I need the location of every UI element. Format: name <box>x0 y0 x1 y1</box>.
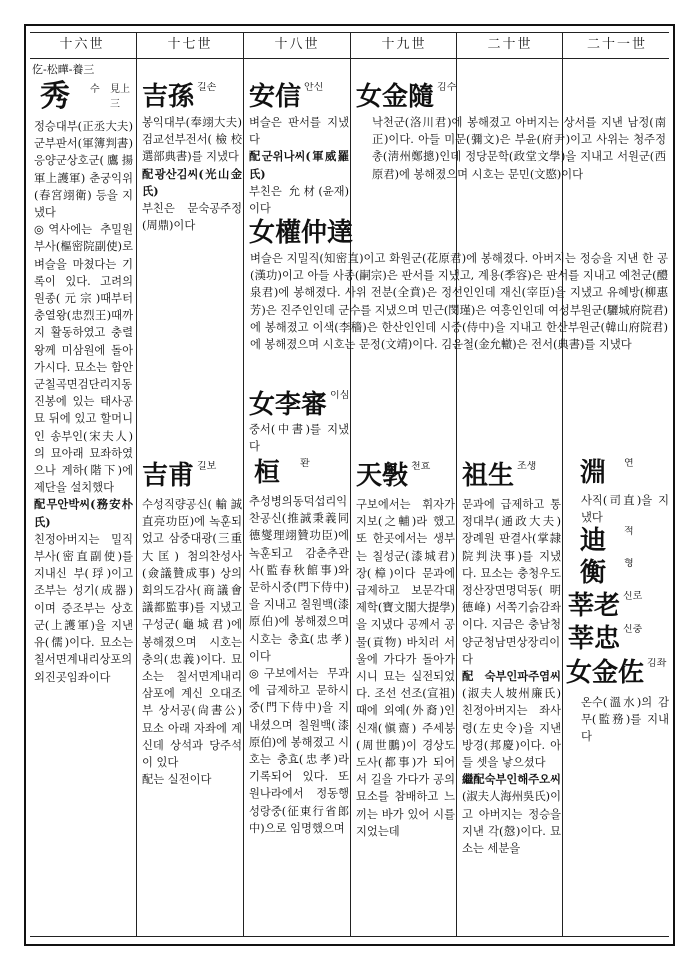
header-gen-17: 十七世 <box>167 37 213 52</box>
c2a-text2: 부친은 문숙공주정(周鼎)이다 <box>142 202 242 233</box>
c6-n2: 迪 <box>580 526 607 556</box>
c6-n6-body <box>581 694 669 754</box>
c4a-name: 金隨 <box>382 82 435 112</box>
c4b-name: 天斅 <box>356 461 409 491</box>
c3a-name-block <box>249 82 349 112</box>
c4b-text: 구보에서는 휘자가 지보(之輔)라 했고 또 한곳에서는 생부는 칠성군(漆城君) 장(樟)이다 문과에 급제하고 보문각대제학(寶文閣大提學)을 지냈다 공께서 공물(貢物) 바치러 서울에 가다가 돌아가시니 묘는 실전되었다. 조선 선조(宣祖)때에 외예(外裔)인 신재(愼齋) 주세붕(周世鵬)이 경상도 도사(都事)가 되어서 길을 가다가 공의 묘소를 참배하고 느끼는 바가 있어 시를 지었는데 <box>356 498 455 838</box>
c1-body <box>34 118 133 832</box>
c4a-prefix: 女 <box>356 82 383 112</box>
c3c-name-block <box>249 390 349 420</box>
c6-n2-reading: 적 <box>624 526 634 537</box>
c5-text3: (淑夫人海州吳氏)이고 아버지는 정승을 지낸 각(慤)이다. 묘소는 세분을 <box>462 790 561 856</box>
c3d-text2: ◎구보에서는 무과에 급제하고 문하시중(門下侍中)을 지내셨으며 칠원백(漆原伯)에 봉해졌고 시호는 충효(忠孝)라 기록되어 있다. 또 원나라에서 정동행성랑중(征東行省郎中)으로 임명했으며 <box>249 667 349 835</box>
column-divider <box>136 32 137 936</box>
c3c-body <box>249 421 349 461</box>
header-gen-21: 二十一世 <box>586 37 647 52</box>
c3c-text: 중서(中書)를 지냈다 <box>249 423 349 454</box>
genealogy-page <box>24 24 675 946</box>
c2b-text: 수성직량공신(輸誠直亮功臣)에 녹훈되었고 삼중대광(三重大匡) 첨의찬성사(僉議贊成事) 상의회의도감사(商議會議都監事)를 지냈고 구성군(龜城君)에 봉해졌으며 시호는 충의(忠義)이다. 묘소는 칠서면계내리삼포에 계신 오대조부 상서공(尙書公) 묘소 아래 자좌에 계신데 상석과 당주석이 있다 <box>142 498 242 770</box>
c6-n1-block <box>580 458 670 488</box>
c1-name: 秀 <box>40 79 70 114</box>
c6-n3-block <box>580 558 670 588</box>
c1-text2: ◎역사에는 추밀원부사(樞密院副使)로 벼슬을 마쳤다는 기록이 있다. 고려의 원종(元宗)때부터 충열왕(忠烈王)때까지 활동하였고 충렬왕께 미삼원에 돌아가시다. 묘소는 함안군칠곡면검단리지동진봉에 있는 태사공묘 뒤에 있고 할머니인 송부인(宋夫人)의 묘아래 묘좌하였으나 계하(階下)에 제단을 설치했다 <box>34 223 133 495</box>
c1-name-block <box>32 78 134 118</box>
c3b-body <box>250 250 668 390</box>
column-divider <box>350 32 351 936</box>
c2b-name: 吉甫 <box>142 461 195 491</box>
c3a-body <box>249 114 349 224</box>
c4b-name-block <box>356 461 456 491</box>
c6-n4-block <box>568 591 670 621</box>
c5-body <box>462 496 561 934</box>
header-gen-19: 十九世 <box>381 37 427 52</box>
c4a-name-reading: 김수 <box>437 82 456 93</box>
lineage-tag: 仡-松曄-養三 <box>32 63 95 76</box>
c6-n1: 淵 <box>580 458 607 488</box>
c6-n6-text: 온수(溫水)의 감무(監務)를 지내다 <box>581 696 669 744</box>
c1-name-note: 見上三 <box>110 84 130 110</box>
c3a-text: 벼슬은 판서를 지냈다 <box>249 116 349 147</box>
c6-n5: 莘忠 <box>568 624 621 654</box>
header-gen-16: 十六世 <box>59 37 105 52</box>
c6-n6-prefix: 女 <box>566 658 593 688</box>
c5-name: 祖生 <box>462 461 515 491</box>
c5-spouse: 配숙부인파주염씨 <box>462 669 561 684</box>
c6-n4-reading: 신로 <box>623 591 643 602</box>
c2b-name-reading: 길보 <box>197 461 217 472</box>
c3b-text: 벼슬은 지밀직(知密直)이고 화원군(花原君)에 봉해졌다. 아버지는 정승을 지낸 한 공(漢功)이고 아들 사종(嗣宗)은 판서를 지냈고, 계용(季容)은 판서를 지내고 예천군(醴泉君)에 봉해졌다. 사위 전분(全賁)은 정선인인데 재신(宰臣)을 지냈고 유혜방(柳惠芳)은 진주인인데 군수를 지냈으며 민근(閔瑾)은 여흥인인데 여성부원군(驪城府院君)에 봉해졌고 이색(李穡)은 한산인인데 시중(侍中)을 지내고 한산부원군(韓山府院君)에 봉해졌으며 시호는 문정(文靖)이다. 김윤철(金允轍)은 전서(典書)를 지냈다 <box>250 252 668 352</box>
page-bottom-rule <box>30 936 669 937</box>
c3d-name: 桓 <box>254 458 281 488</box>
c5-text2: (淑夫人坡州廉氏) 친정아버지는 좌사령(左史令)을 지낸 방경(邦慶)이다. 아들 셋을 낳으셨다 <box>462 687 561 770</box>
c2a-name-reading: 길손 <box>197 82 217 93</box>
c4a-text: 낙천군(洛川君)에 봉해졌고 아버지는 상서를 지낸 남정(南正)이다. 아들 미문(彌文)은 부윤(府尹)이고 사위는 청주정총(淸州鄭摠)인데 정당문학(政堂文學)을 지내고 서원군(西原君)에 봉해졌으며 시호는 문민(文愍)이다 <box>372 116 666 181</box>
c6-n6-block <box>566 658 670 688</box>
c2b-body <box>142 496 242 876</box>
c6-n3-reading: 형 <box>624 558 634 569</box>
c6-n1-reading: 연 <box>624 458 634 469</box>
c3d-text: 추성병의동덕섭리익찬공신(推誠秉義同德燮理翊贊功臣)에 녹훈되고 감춘추관사(監春秋館事)와 문하시중(門下侍中)을 지내고 칠원백(漆原伯)에 봉해졌으며 시호는 충효(忠孝)이다 <box>249 495 349 663</box>
c5-name-block <box>462 461 562 491</box>
c2a-name-block <box>142 82 242 112</box>
c4a-body <box>372 114 666 218</box>
c3d-name-reading: 환 <box>300 458 310 469</box>
c6-n3: 衡 <box>580 558 607 588</box>
c6-n1-body <box>581 492 669 528</box>
c3b-prefix: 女 <box>249 218 276 248</box>
header-gen-20: 二十世 <box>487 37 533 52</box>
c6-n5-block <box>568 624 670 654</box>
c6-n1-text: 사직(司直)을 지냈다 <box>581 494 669 525</box>
c4b-body <box>356 496 455 934</box>
c2a-name: 吉孫 <box>142 82 195 112</box>
c2b-text2: 配는 실전이다 <box>142 773 212 787</box>
c6-n5-reading: 신충 <box>623 624 643 635</box>
c3a-name: 安信 <box>249 82 302 112</box>
c1-text3: 친정아버지는 밀직부사(密直副使)를 지내신 부(琈)이고 조부는 성기(成器)이며 증조부는 상호군(上護軍)을 지낸 유(儒)이다. 묘소는 칠서면계내리상포의외진곳임좌이다 <box>34 532 133 684</box>
c3c-name: 李審 <box>275 390 328 420</box>
c4b-name-reading: 천효 <box>411 461 431 472</box>
c2a-text: 봉익대부(奉翊大夫) 검교선부전서(檢校選部典書)를 지냈다 <box>142 116 242 164</box>
c3a-text2: 부친은 允材(윤재)이다 <box>249 184 349 216</box>
c6-n6: 金佐 <box>592 658 645 688</box>
c2a-spouse: 配광산김씨(光山金氏) <box>142 166 242 198</box>
c3b-name: 權仲達 <box>275 218 354 248</box>
c6-n4: 莘老 <box>568 591 621 621</box>
c3c-prefix: 女 <box>249 390 276 420</box>
c6-n2-block <box>580 526 670 556</box>
c2b-name-block <box>142 461 242 491</box>
c6-n6-reading: 김좌 <box>647 658 667 669</box>
column-divider <box>243 32 244 936</box>
c3a-name-reading: 안신 <box>304 82 324 93</box>
c5-spouse2: 繼配숙부인해주오씨 <box>462 772 561 787</box>
c3a-spouse: 配군위나씨(軍威羅氏) <box>249 149 349 181</box>
c1-spouse: 配무안박씨(務安朴氏) <box>34 497 133 529</box>
c1-name-reading: 수 <box>90 84 100 95</box>
c2a-body <box>142 114 242 284</box>
c5-name-reading: 조생 <box>517 461 537 472</box>
c3b-name-block <box>249 218 449 248</box>
c1-text: 정승대부(正丞大夫) 군부판서(軍簿判書) 응양군상호군(鷹揚軍上護軍) 춘궁익위(春宮翊衛) 등을 지냈다 <box>34 120 133 220</box>
c4a-name-block <box>356 82 456 112</box>
c3d-name-block <box>254 458 349 488</box>
c3c-name-reading: 이심 <box>330 390 349 401</box>
c3d-body <box>249 493 349 933</box>
c5-text: 문과에 급제하고 통정대부(通政大夫) 장례원 판결사(掌隷院判決事)를 지냈다. 묘소는 충청우도정산장면명덕동(明德峰) 서쪽기슭감좌이다. 지금은 충남청양군청남면상장리이다 <box>462 498 561 666</box>
header-gen-18: 十八世 <box>274 37 320 52</box>
